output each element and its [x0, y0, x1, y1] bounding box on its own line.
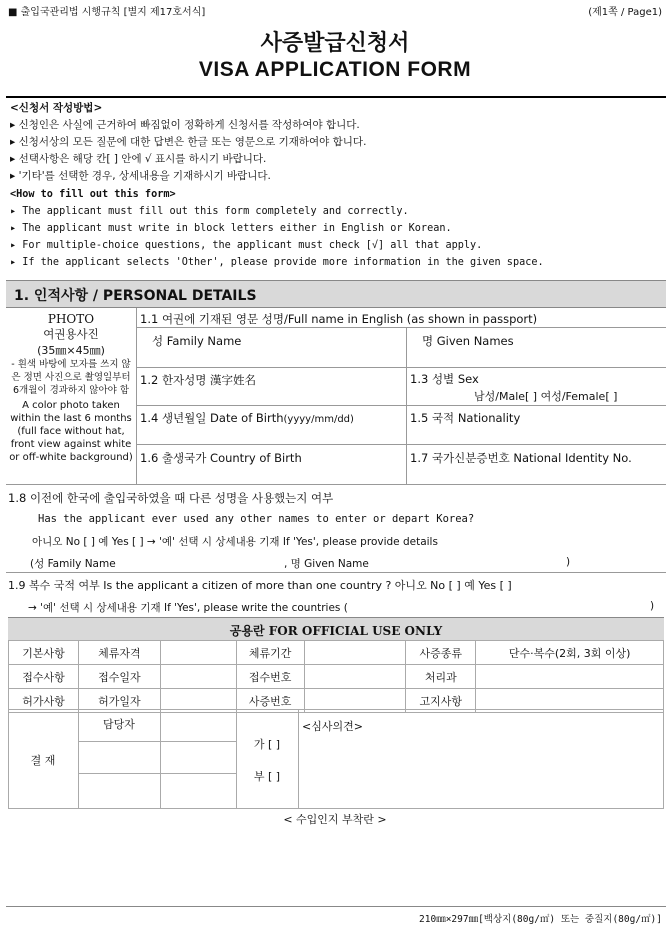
- paren-close: ): [566, 556, 571, 568]
- official-use-table: [8, 640, 664, 713]
- table-cell[interactable]: [160, 641, 236, 665]
- family-name-field[interactable]: [152, 333, 241, 349]
- instructions-ko-heading: <신청서 작성방법>: [10, 102, 103, 114]
- divider: [136, 327, 666, 328]
- title-english: VISA APPLICATION FORM: [198, 58, 472, 81]
- nationality-label: 1.5 국적 Nationality: [410, 411, 521, 425]
- sex-options[interactable]: 남성/Male[ ] 여성/Female[ ]: [474, 390, 618, 403]
- divider: [78, 773, 236, 774]
- title-divider: [6, 96, 666, 98]
- divider: [298, 709, 299, 809]
- given-names-field[interactable]: [422, 333, 514, 349]
- multiple-citizenship-question[interactable]: 1.9 복수 국적 여부 Is the applicant a citizen of more than one country ? 아니오 No [ ] 예 Yes [ ]: [8, 579, 512, 592]
- other-names-question-en: Has the applicant ever used any other names to enter or depart Korea?: [38, 513, 475, 525]
- official-use-title: 공용란 FOR OFFICIAL USE ONLY: [229, 624, 443, 638]
- paper-spec: 210㎜×297㎜[백상지(80g/㎡) 또는 중질지(80g/㎡)]: [419, 914, 662, 925]
- divider: [6, 484, 666, 485]
- approve-checkbox[interactable]: 가 [ ]: [253, 738, 281, 751]
- instructions-english: [10, 186, 544, 271]
- photo-title: PHOTO: [47, 312, 95, 326]
- instruction-item: ▸ 신청인은 사실에 근거하여 빠짐없이 정확하게 신청서를 작성하여야 합니다.: [10, 119, 360, 131]
- paren-close: ): [650, 600, 655, 612]
- reject-checkbox[interactable]: 부 [ ]: [253, 770, 281, 783]
- divider: [136, 405, 666, 406]
- instruction-item: ▸ For multiple-choice questions, the applicant must check [√] all that apply.: [10, 240, 483, 251]
- official-use-header: [8, 617, 664, 641]
- dob-field[interactable]: [140, 410, 354, 426]
- table-cell: 허가일자: [78, 689, 160, 713]
- divider: [78, 741, 236, 742]
- divider: [136, 444, 666, 445]
- table-cell[interactable]: [476, 665, 664, 689]
- table-cell: 허가사항: [9, 689, 79, 713]
- national-id-field[interactable]: [410, 450, 632, 466]
- table-row: [9, 641, 664, 665]
- chinese-name-label: 1.2 한자성명 漢字姓名: [140, 373, 257, 387]
- national-id-label: 1.7 국가신분증번호 National Identity No.: [410, 451, 632, 465]
- instruction-item: ▸ If the applicant selects 'Other', please provide more information in the given space.: [10, 257, 544, 268]
- table-cell: 체류기간: [236, 641, 304, 665]
- other-given-name-field[interactable]: , 명 Given Name: [284, 558, 369, 570]
- instructions-en-heading: <How to fill out this form>: [10, 189, 176, 200]
- table-row: [9, 665, 664, 689]
- photo-title-ko: 여권용사진: [43, 327, 99, 341]
- countries-field[interactable]: → '예' 선택 시 상세내용 기재 If 'Yes', please write the countries (: [28, 602, 348, 614]
- table-cell[interactable]: [160, 665, 236, 689]
- table-cell: 접수번호: [236, 665, 304, 689]
- table-cell: 사증종류: [406, 641, 476, 665]
- instruction-item: ▸ The applicant must fill out this form completely and correctly.: [10, 206, 409, 217]
- manager-label: 담당자: [103, 718, 135, 731]
- approval-label: 결 재: [30, 754, 56, 767]
- instructions-korean: [10, 100, 366, 185]
- chinese-name-field[interactable]: [140, 372, 256, 388]
- section-personal-details-header: [6, 280, 666, 308]
- sex-label: 1.3 성별 Sex: [410, 372, 479, 386]
- footer-divider: [6, 906, 666, 907]
- dob-label: 1.4 생년월일 Date of Birth: [140, 411, 284, 425]
- other-names-options[interactable]: 아니오 No [ ] 예 Yes [ ] → '예' 선택 시 상세내용 기재 If 'Yes', please provide details: [32, 536, 438, 548]
- divider: [406, 327, 407, 484]
- photo-note-en: A color photo taken within the last 6 months (full face without hat, front view against white or off-white background): [9, 400, 133, 463]
- page-number: (제1쪽 / Page1): [588, 7, 662, 18]
- table-cell: 처리과: [406, 665, 476, 689]
- title-korean: 사증발급신청서: [260, 31, 410, 56]
- instruction-item: ▸ 신청서상의 모든 질문에 대한 답변은 한글 또는 영문으로 기재하여야 합니다.: [10, 136, 367, 148]
- form-number: ■ 출입국관리법 시행규칙 [별지 제17호서식]: [8, 7, 206, 18]
- instruction-item: ▸ 선택사항은 해당 칸[ ] 안에 √ 표시를 하시기 바랍니다.: [10, 153, 267, 165]
- photo-box[interactable]: [6, 308, 137, 484]
- family-name-label: 성 Family Name: [152, 334, 242, 348]
- table-cell[interactable]: 단수·복수(2회, 3회 이상): [476, 641, 664, 665]
- table-cell: 기본사항: [9, 641, 79, 665]
- table-cell: 체류자격: [78, 641, 160, 665]
- section-title: 1. 인적사항 / PERSONAL DETAILS: [14, 288, 257, 304]
- table-cell: 고지사항: [406, 689, 476, 713]
- nationality-field[interactable]: [410, 410, 520, 426]
- given-names-label: 명 Given Names: [422, 334, 514, 348]
- other-names-question: 1.8 이전에 한국에 출입국하였을 때 다른 성명을 사용했는지 여부: [8, 491, 334, 505]
- birth-country-field[interactable]: [140, 450, 302, 466]
- divider: [6, 572, 666, 573]
- table-cell[interactable]: [304, 641, 406, 665]
- birth-country-label: 1.6 출생국가 Country of Birth: [140, 451, 302, 465]
- instruction-item: ▸ The applicant must write in block letters either in English or Korean.: [10, 223, 452, 234]
- table-cell: 사증번호: [236, 689, 304, 713]
- divider: [236, 709, 237, 809]
- dob-format: (yyyy/mm/dd): [283, 414, 354, 425]
- other-family-name-field[interactable]: (성 Family Name: [30, 558, 116, 570]
- revenue-stamp-area: < 수입인지 부착란 >: [283, 813, 387, 826]
- photo-note-ko: - 흰색 바탕에 모자를 쓰지 않은 정면 사진으로 촬영일부터 6개월이 경과하지 않아야 함: [11, 359, 131, 396]
- divider: [160, 709, 161, 809]
- table-cell: 접수사항: [9, 665, 79, 689]
- photo-size: (35㎜×45㎜): [37, 344, 105, 357]
- field-full-name-label: 1.1 여권에 기재된 영문 성명/Full name in English (as shown in passport): [140, 312, 538, 326]
- table-cell[interactable]: [304, 665, 406, 689]
- review-opinion-field[interactable]: <심사의견>: [302, 720, 363, 733]
- instruction-item: ▸ '기타'를 선택한 경우, 상세내용을 기재하시기 바랍니다.: [10, 170, 271, 182]
- divider: [136, 367, 666, 368]
- table-cell: 접수일자: [78, 665, 160, 689]
